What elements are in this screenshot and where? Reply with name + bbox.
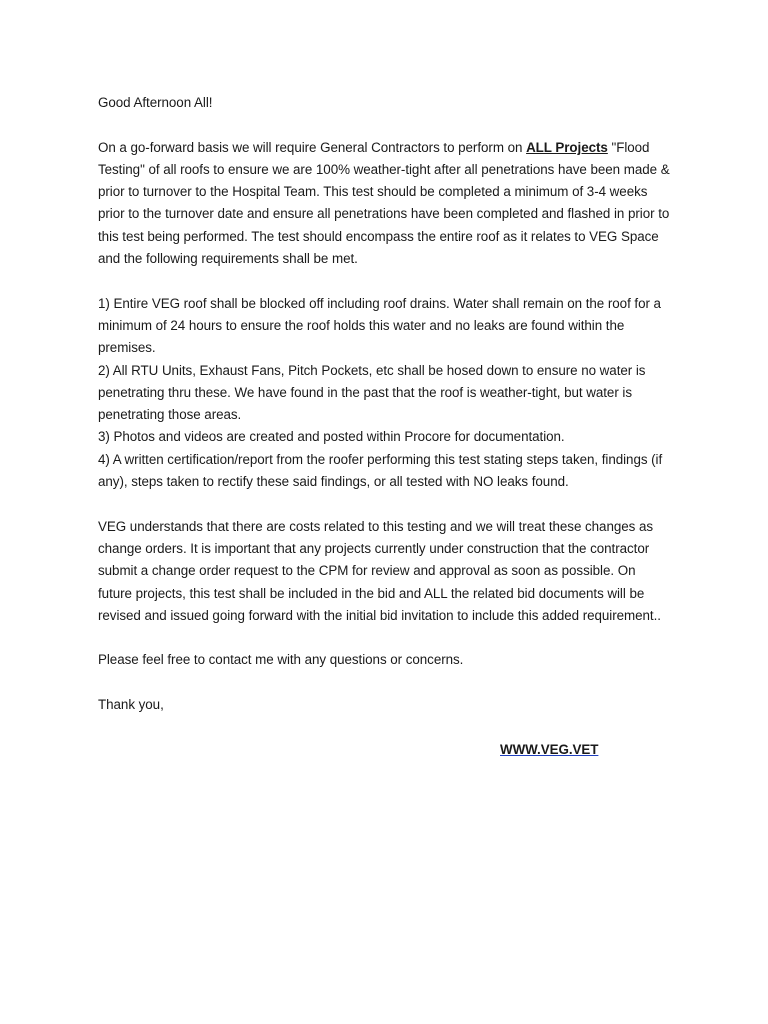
greeting: Good Afternoon All! (98, 95, 213, 110)
contact-paragraph: Please feel free to contact me with any questions or concerns. (98, 652, 464, 668)
costs-paragraph: VEG understands that there are costs related to this testing and we will treat these changes as change orders. It is important that any projects currently under construction that the contractor submit a change order request to the CPM for review and approval as soon as possible. On future projects, this test shall be included in the bid and ALL the related bid documents will be revised and issued going forward with the initial bid invitation to include this added requirement.. (98, 518, 661, 623)
requirements-list (98, 293, 673, 494)
intro-text-before: On a go-forward basis we will require General Contractors to perform on (98, 139, 527, 155)
all-projects-emphasis: ALL Projects (526, 139, 608, 155)
requirement-item: 4) A written certification/report from the roofer performing this test stating steps taken, findings (if any), steps taken to rectify these said findings, or all tested with NO leaks found. (98, 451, 663, 490)
intro-paragraph (98, 137, 673, 271)
website-link[interactable]: WWW.VEG.VET (500, 741, 599, 757)
requirement-item: 1) Entire VEG roof shall be blocked off including roof drains. Water shall remain on the roof for a minimum of 24 hours to ensure the roof holds this water and no leaks are found within the premises. (98, 295, 661, 356)
website-row (98, 739, 673, 761)
intro-text-after: "Flood Testing" of all roofs to ensure we are 100% weather-tight after all penetrations have been made & prior to turnover to the Hospital Team. This test should be completed a minimum of 3-4 weeks prior to the turnover date and ensure all penetrations have been completed and flashed in prior to this test being performed. The test should encompass the entire roof as it relates to VEG Space and the following requirements shall be met. (98, 139, 670, 267)
requirement-item: 2) All RTU Units, Exhaust Fans, Pitch Pockets, etc shall be hosed down to ensure no water is penetrating thru these. We have found in the past that the roof is weather-tight, but water is penetrating those areas. (98, 362, 646, 423)
requirement-item: 3) Photos and videos are created and posted within Procore for documentation. (98, 429, 565, 445)
closing: Thank you, (98, 697, 164, 713)
letter-body (98, 92, 673, 761)
